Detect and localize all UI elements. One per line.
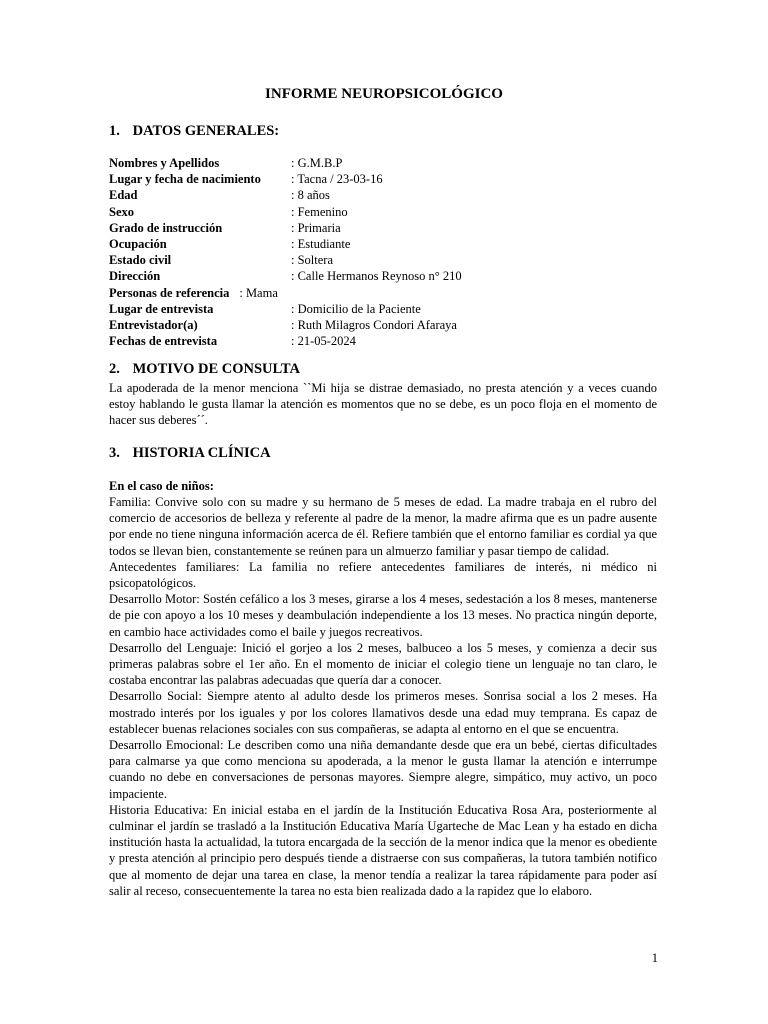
paragraph-desarrollo-social: Desarrollo Social: Siempre atento al adulto desde los primeros meses. Sonrisa social a los 2 meses. Ha mostrado interés por los iguales y por los colores llamativos desde una edad muy temprana. Es capaz de establecer buenas relaciones sociales con sus compañeras, se adapta al entorno en el que se encuentra. [109, 689, 657, 736]
field-label: Nombres y Apellidos [109, 156, 220, 170]
paragraph-historia-educativa: Historia Educativa: En inicial estaba en el jardín de la Institución Educativa Rosa Ara, posteriormente al culminar el jardín se trasladó a la Institución Educativa María Ugarteche de Mac Lean y ha estado en dicha institución hasta la actualidad, la tutora encargada de la sección de la menor indica que la menor es obediente y presta atención al principio pero después tiende a distraerse con sus compañeras, la tutora también notifico que al momento de dejar una tarea en clase, la menor tendía a realizar la tarea rápidamente para poder así salir al receso, consecuentemente la tarea no esta bien realizada dado a la rapidez que lo elaboro. [109, 802, 657, 898]
section-number: 2. [109, 361, 120, 377]
paragraph-antecedentes: Antecedentes familiares: La familia no refiere antecedentes familiares de interés, ni médico ni psicopatológicos. [109, 559, 657, 591]
paragraph-familia: Familia: Convive solo con su madre y su hermano de 5 meses de edad. La madre trabaja en el rubro del comercio de accesorios de belleza y referente al padre de la menor, la madre afirma que es un padre ausente por ende no tiene ninguna información acerca de él. Refiere también que el entorno familiar es cordial ya que todos se llevan bien, constantemente se reúnen para un almuerzo familiar y pasar tiempo de calidad. [109, 495, 657, 558]
field-value: : Primaria [291, 220, 341, 235]
field-label: Lugar y fecha de nacimiento [109, 172, 261, 187]
field-value: : Calle Hermanos Reynoso n° 210 [291, 269, 462, 284]
field-label: Grado de instrucción [109, 220, 223, 235]
paragraph-desarrollo-emocional: Desarrollo Emocional: Le describen como una niña demandante desde que era un bebé, ciertas dificultades para calmarse ya que como menciona su apoderada, a la menor le gusta llamar la atención e interrumpe cuando no debe en conversaciones de personas mayores. Siempre alegre, simpático, muy activo, un poco impaciente. [109, 738, 657, 801]
field-label: Sexo [109, 204, 134, 219]
field-label: Estado civil [109, 253, 172, 268]
paragraph-desarrollo-motor: Desarrollo Motor: Sostén cefálico a los 3 meses, girarse a los 4 meses, sedestación a los 8 meses, mantenerse de pie con apoyo a los 10 meses y deambulación independiente a los 13 meses. No practica ningún deporte, en cambio hace actividades como el baile y juegos recreativos. [109, 592, 657, 639]
field-row-lugar-entrevista [109, 301, 669, 317]
field-value: : Estudiante [291, 236, 351, 251]
section-title: HISTORIA CLÍNICA [132, 445, 271, 461]
section-title: DATOS GENERALES: [132, 123, 280, 139]
document-title: INFORME NEUROPSICOLÓGICO [265, 86, 503, 102]
field-value: : Tacna / 23-03-16 [291, 172, 383, 187]
field-label: Ocupación [109, 236, 167, 251]
section-title: MOTIVO DE CONSULTA [132, 361, 300, 377]
section-number: 3. [109, 445, 120, 461]
field-value: : Mama [239, 285, 278, 300]
section-heading-motivo-consulta [109, 361, 300, 378]
field-label: Personas de referencia [109, 285, 230, 300]
field-value: : 21-05-2024 [291, 334, 356, 349]
field-row-ocupacion [109, 236, 669, 252]
field-label: Edad [109, 188, 138, 203]
field-row-fechas-entrevista [109, 333, 669, 349]
field-row-personas-referencia [109, 285, 669, 301]
historia-clinica-body [109, 494, 657, 899]
section-number: 1. [109, 123, 120, 139]
field-label: Dirección [109, 269, 161, 284]
field-row-nombres [109, 155, 669, 171]
field-value: : G.M.B.P [291, 156, 343, 170]
field-row-lugar-fecha [109, 171, 669, 187]
section-heading-datos-generales [109, 123, 279, 140]
field-row-grado [109, 220, 669, 236]
field-value: : Femenino [291, 204, 348, 219]
field-value: : Ruth Milagros Condori Afaraya [291, 317, 457, 332]
field-value: : 8 años [291, 188, 330, 203]
motivo-consulta-text: La apoderada de la menor menciona ``Mi hija se distrae demasiado, no presta atención y a veces cuando estoy hablando le gusta llamar la atención es momentos que no se debe, es un poco floja en el momento de hacer sus deberes´´. [109, 381, 657, 428]
section-heading-historia-clinica [109, 445, 271, 462]
field-label: Lugar de entrevista [109, 301, 214, 316]
field-label: Entrevistador(a) [109, 317, 198, 332]
field-value: : Domicilio de la Paciente [291, 301, 421, 316]
field-value: : Soltera [291, 253, 334, 268]
subheading-caso-ninos: En el caso de niños: [109, 479, 214, 493]
field-row-entrevistador [109, 317, 669, 333]
field-label: Fechas de entrevista [109, 334, 218, 349]
field-row-sexo [109, 204, 669, 220]
field-row-direccion [109, 268, 669, 284]
page-number: 1 [651, 951, 658, 965]
field-row-edad [109, 187, 669, 203]
field-row-estado-civil [109, 252, 669, 268]
paragraph-desarrollo-lenguaje: Desarrollo del Lenguaje: Inició el gorjeo a los 2 meses, balbuceo a los 5 meses, y comienza a decir sus primeras palabras sobre el 1er año. En el momento de iniciar el colegio tiene un lenguaje no tan claro, le costaba encontrar las palabras adecuadas que quería dar a conocer. [109, 640, 657, 688]
general-data-list [109, 155, 669, 349]
